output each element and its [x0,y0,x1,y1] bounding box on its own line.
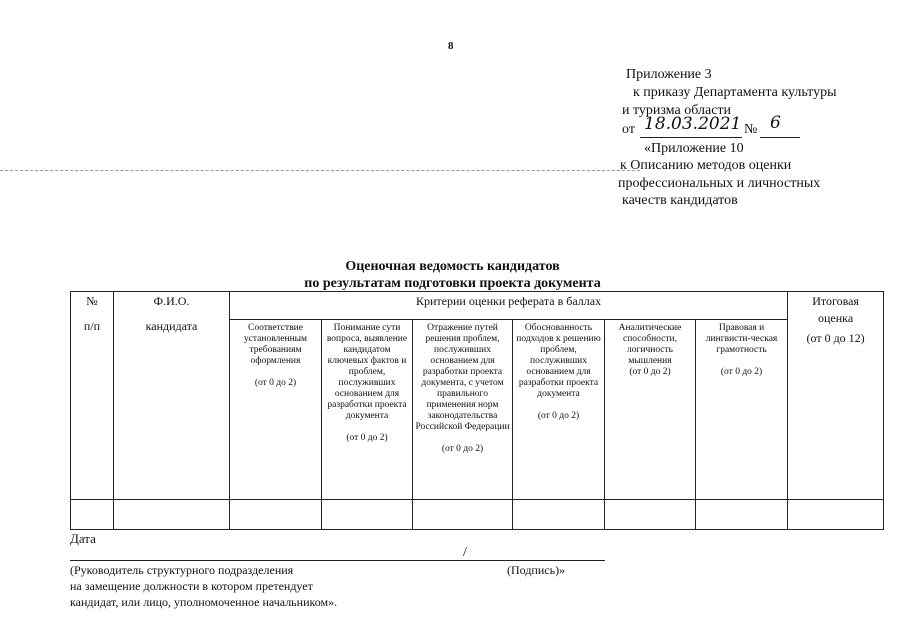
empty-cell [230,500,322,530]
appendix-line: к приказу Департамента культуры [633,85,837,100]
empty-cell [413,500,513,530]
signature-slash: / [463,545,467,560]
criterion-range: (от 0 до 2) [441,444,484,454]
criterion-cell [696,320,788,500]
criterion-cell [513,320,605,500]
criterion-cell [230,320,322,500]
evaluation-table [70,291,884,530]
table-row [71,500,884,530]
footer-line: кандидат, или лицо, уполномоченное начальником». [70,595,338,609]
signature-line [70,560,605,561]
criterion-range: (от 0 до 2) [254,378,297,388]
empty-cell [605,500,696,530]
criteria-header: Критерии оценки реферата в баллах [230,292,788,320]
handwritten-date: 18.03.2021 [644,114,742,134]
criterion-range: (от 0 до 2) [346,433,388,443]
empty-cell [513,500,605,530]
col-fio-header [114,292,230,500]
footer-line: (Руководитель структурного подразделения [70,563,294,577]
date-label: Дата [70,531,96,546]
document-subtitle: по результатам подготовки проекта документа [304,276,601,291]
footer-line: на замещение должности в котором претендует [70,579,313,593]
document-title: Оценочная ведомость кандидатов [345,259,560,274]
col-fio-bottom: кандидата [145,319,198,333]
page-number: 8 [448,40,454,52]
col-fio-top: Ф.И.О. [153,294,190,308]
appendix-line: качеств кандидатов [622,193,738,208]
criterion-text: Обоснованность подходов к решению проблем, послуживших основанием для разработки проекта документа [516,323,601,399]
criterion-cell [605,320,696,500]
appendix-line: Приложение 3 [626,67,712,82]
number-underline [760,137,800,138]
criterion-text: Соответствие установленным требованиям оформления [243,323,308,366]
appendix-line: и туризма области [622,103,732,118]
appendix-line: профессиональных и личностных [618,176,821,191]
criterion-text: Понимание сути вопроса, выявление кандидатом ключевых фактов и проблем, послуживших основанием для разработки проекта документа [326,323,408,421]
criterion-range: (от 0 до 2) [720,367,763,377]
col-total-range: (от 0 до 12) [806,331,865,345]
appendix-from-label: от [622,122,635,137]
empty-cell [322,500,413,530]
criterion-range: (от 0 до 2) [537,411,580,421]
appendix-line: «Приложение 10 [644,141,744,156]
col-number-top: № [86,294,98,308]
handwritten-number: 6 [770,113,781,133]
criterion-range: (от 0 до 2) [629,367,671,377]
col-number-header [71,292,114,500]
scan-line [0,170,640,171]
criterion-text: Аналитические способности, логичность мышления [618,323,682,366]
empty-cell [696,500,788,530]
criterion-text: Отражение путей решения проблем, послуживших основанием для разработки проекта документа, с учетом правильного применения норм законодательства Российской Федерации [415,323,510,432]
empty-cell [114,500,230,530]
empty-cell [71,500,114,530]
col-total-header [788,292,884,500]
appendix-line: к Описанию методов оценки [620,158,792,173]
col-total-top: Итоговая оценка [812,294,859,325]
empty-cell [788,500,884,530]
criterion-text: Правовая и лингвисти-ческая грамотность [705,323,778,355]
criterion-cell [322,320,413,500]
criterion-cell [413,320,513,500]
col-number-bottom: п/п [83,319,101,333]
appendix-number-label: № [744,122,758,137]
date-underline [640,137,742,138]
signature-caption: (Подпись)» [507,563,566,577]
